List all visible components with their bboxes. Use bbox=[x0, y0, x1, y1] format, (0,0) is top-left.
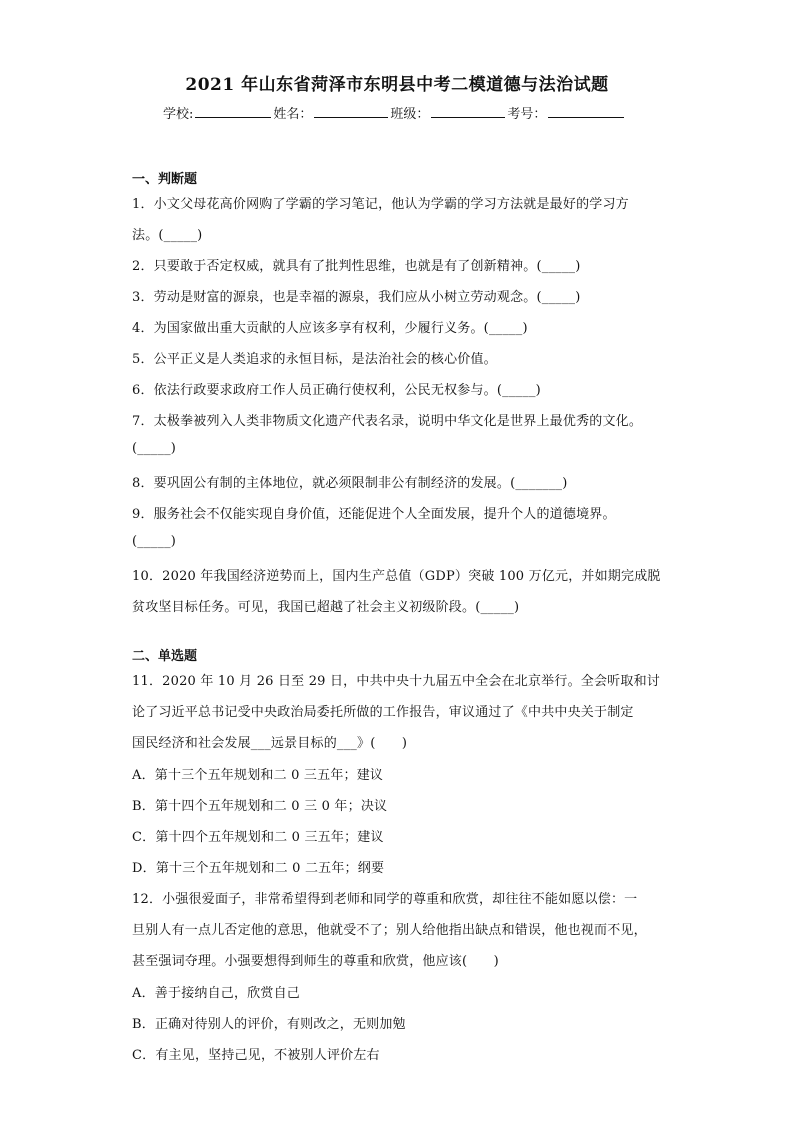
question-line: 10．2020 年我国经济逆势而上，国内生产总值（GDP）突破 100 万亿元，并如期完成脱 bbox=[132, 569, 661, 584]
section-heading-true-false: 一、判断题 bbox=[132, 172, 198, 187]
question-line: (_____) bbox=[132, 441, 177, 456]
question-line: (_____) bbox=[132, 534, 177, 549]
question-line: 1．小文父母花高价网购了学霸的学习笔记，他认为学霸的学习方法就是最好的学习方 bbox=[132, 197, 629, 212]
student-info-row bbox=[163, 103, 626, 122]
number-label: 考号： bbox=[507, 107, 547, 122]
name-label: 姓名： bbox=[273, 107, 313, 122]
question-line: 9．服务社会不仅能实现自身价值，还能促进个人全面发展，提升个人的道德境界。 bbox=[132, 507, 616, 522]
question-line: 11．2020 年 10 月 26 日至 29 日，中共中央十九届五中全会在北京举行。全会听取和讨 bbox=[132, 674, 660, 689]
option-line: B．正确对待别人的评价，有则改之，无则加勉 bbox=[132, 1017, 406, 1032]
class-blank[interactable] bbox=[431, 104, 505, 118]
exam-title: 2021 年山东省菏泽市东明县中考二模道德与法治试题 bbox=[185, 75, 609, 95]
option-line: C．第十四个五年规划和二 0 三五年；建议 bbox=[132, 830, 384, 845]
school-label: 学校: bbox=[163, 107, 194, 122]
section-heading-single-choice: 二、单选题 bbox=[132, 649, 198, 664]
question-line: 6．依法行政要求政府工作人员正确行使权利，公民无权参与。(_____) bbox=[132, 383, 541, 398]
question-line: 法。(_____) bbox=[132, 228, 203, 243]
question-line: 旦别人有一点儿否定他的意思，他就受不了；别人给他指出缺点和错误，他也视而不见， bbox=[132, 923, 647, 938]
question-line: 3．劳动是财富的源泉，也是幸福的源泉，我们应从小树立劳动观念。(_____) bbox=[132, 290, 581, 305]
option-line: A．第十三个五年规划和二 0 三五年；建议 bbox=[132, 768, 384, 783]
question-line: 2．只要敢于否定权威，就具有了批判性思维，也就是有了创新精神。(_____) bbox=[132, 259, 581, 274]
option-line: A．善于接纳自己，欣赏自己 bbox=[132, 986, 300, 1001]
question-line: 甚至强词夺理。小强要想得到师生的尊重和欣赏，他应该( ) bbox=[132, 954, 499, 969]
option-line: D．第十三个五年规划和二 0 二五年；纲要 bbox=[132, 861, 385, 876]
name-blank[interactable] bbox=[314, 104, 388, 118]
question-line: 8．要巩固公有制的主体地位，就必须限制非公有制经济的发展。(_______) bbox=[132, 476, 568, 491]
question-line: 5．公平正义是人类追求的永恒目标，是法治社会的核心价值。 bbox=[132, 352, 497, 367]
option-line: C．有主见，坚持己见，不被别人评价左右 bbox=[132, 1048, 380, 1063]
question-line: 7．太极拳被列入人类非物质文化遗产代表名录，说明中华文化是世界上最优秀的文化。 bbox=[132, 414, 643, 429]
question-line: 论了习近平总书记受中央政治局委托所做的工作报告，审议通过了《中共中央关于制定 bbox=[132, 705, 634, 720]
question-line: 国民经济和社会发展___远景目标的___》( ) bbox=[132, 736, 408, 751]
question-line: 4．为国家做出重大贡献的人应该多享有权利，少履行义务。(_____) bbox=[132, 321, 528, 336]
number-blank[interactable] bbox=[548, 104, 624, 118]
school-blank[interactable] bbox=[195, 104, 271, 118]
question-line: 12．小强很爱面子，非常希望得到老师和同学的尊重和欣赏，却往往不能如愿以偿：一 bbox=[132, 892, 638, 907]
question-line: 贫攻坚目标任务。可见，我国已超越了社会主义初级阶段。(_____) bbox=[132, 600, 520, 615]
class-label: 班级： bbox=[390, 107, 430, 122]
option-line: B．第十四个五年规划和二 0 三 0 年；决议 bbox=[132, 799, 388, 814]
